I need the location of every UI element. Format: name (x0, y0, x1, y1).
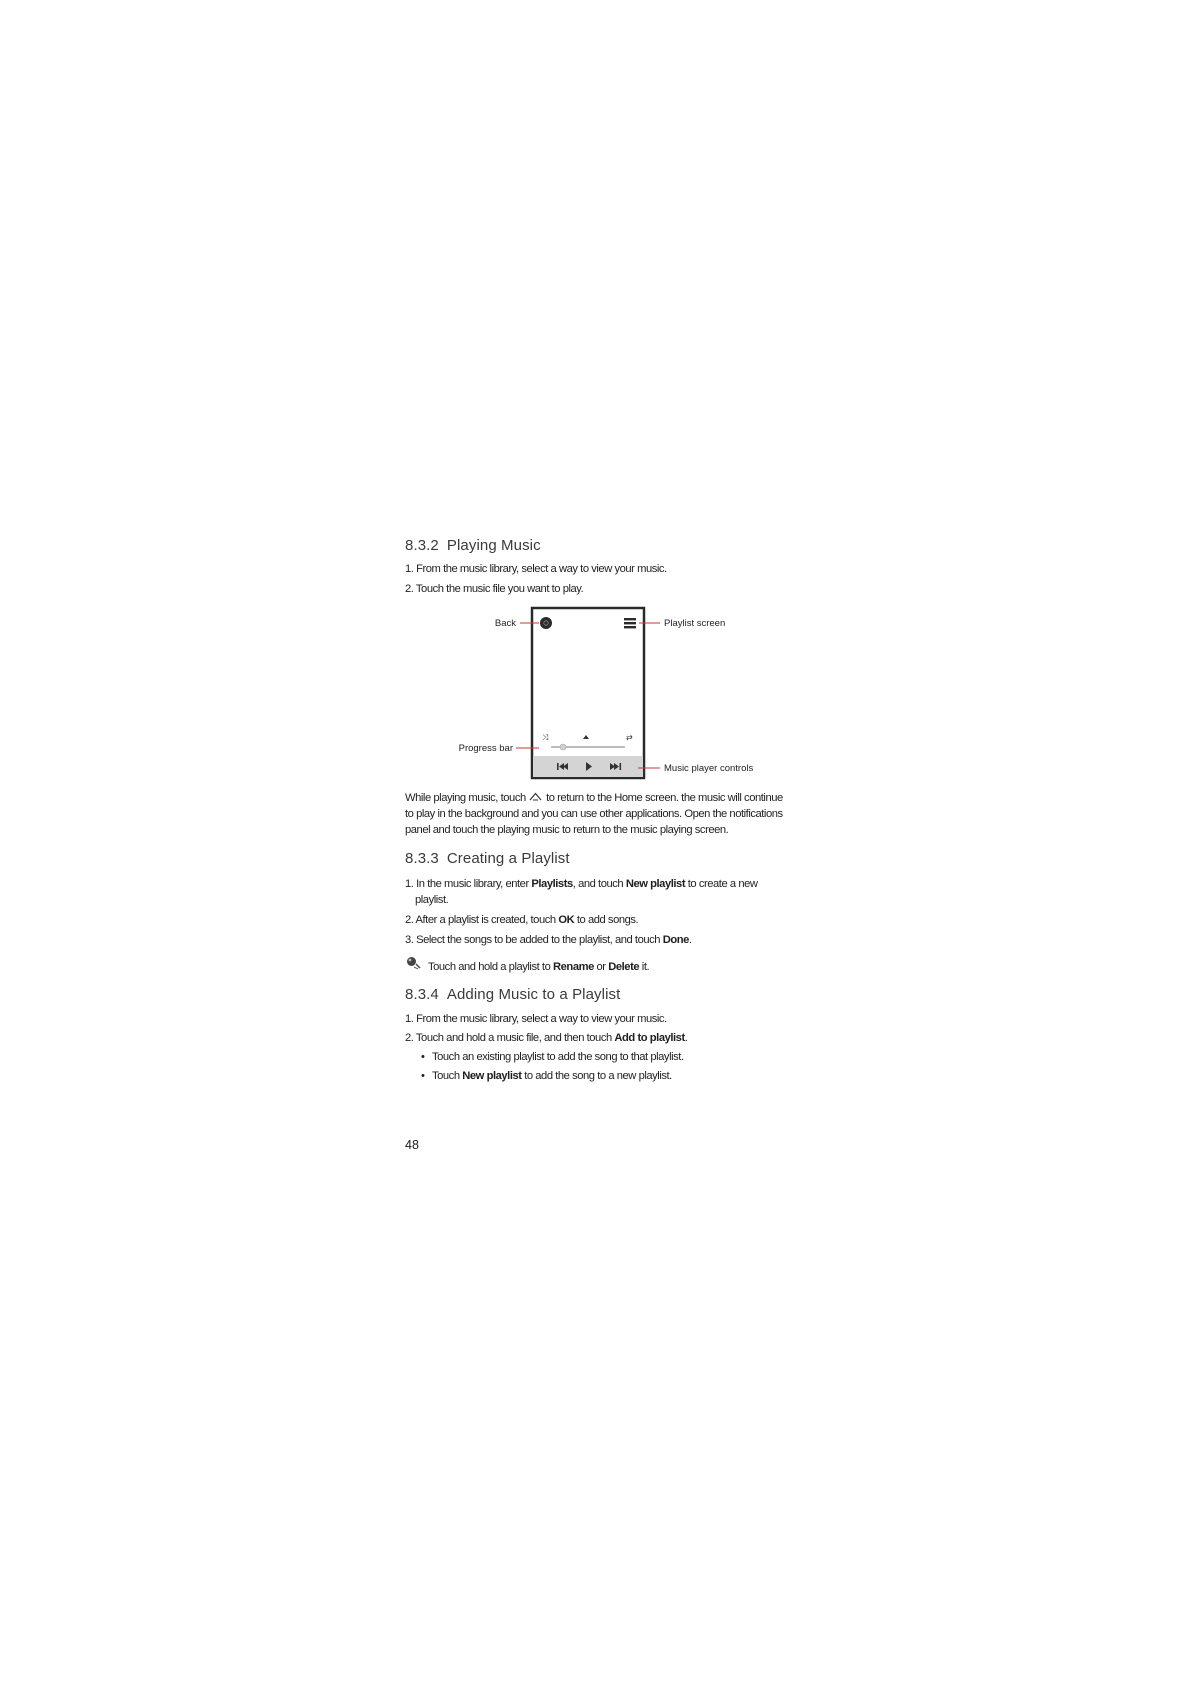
callout-back: Back (494, 618, 516, 629)
section-heading-8-3-2: 8.3.2 Playing Music (405, 537, 541, 554)
playlist-list-icon (624, 618, 636, 628)
bullet-item: • Touch New playlist to add the song to a new playlist. (421, 1070, 672, 1082)
callout-progress-bar: Progress bar (458, 743, 513, 754)
step-3: 3. Select the songs to be added to the playlist, and touch Done. (405, 934, 692, 946)
repeat-icon: ⇄ (626, 733, 633, 742)
page-number: 48 (405, 1138, 419, 1152)
bullet-dot: • (421, 1070, 425, 1082)
phone-screen-frame (532, 608, 644, 778)
bullet-dot: • (421, 1051, 425, 1063)
playing-music-paragraph: While playing music, touch to return to the Home screen. the music will continue to play in the background and you can use other applications. Open the notifications panel and touch the playing music to return to the music playing screen. (405, 792, 783, 836)
callout-music-player-controls: Music player controls (664, 763, 754, 774)
step-1: 1. From the music library, select a way to view your music. (405, 1013, 667, 1025)
music-player-figure (440, 605, 780, 785)
step-2: 2. Touch and hold a music file, and then touch Add to playlist. (405, 1032, 688, 1044)
home-icon (528, 791, 543, 802)
bullet-item: • Touch an existing playlist to add the song to that playlist. (421, 1051, 684, 1063)
step-1: 1. From the music library, select a way to view your music. (405, 563, 667, 575)
progress-thumb (560, 744, 566, 750)
note-icon (406, 956, 422, 970)
back-button-icon (540, 617, 552, 629)
section-heading-8-3-4: 8.3.4 Adding Music to a Playlist (405, 986, 621, 1003)
note-text: Touch and hold a playlist to Rename or Delete it. (428, 961, 650, 973)
step-2: 2. Touch the music file you want to play. (405, 583, 584, 595)
step-2: 2. After a playlist is created, touch OK to add songs. (405, 914, 639, 926)
section-heading-8-3-3: 8.3.3 Creating a Playlist (405, 850, 570, 867)
shuffle-icon: ⤨ (542, 733, 549, 742)
callout-playlist-screen: Playlist screen (664, 618, 726, 629)
step-1: 1. In the music library, enter Playlists, and touch New playlist to create a new playlist. (405, 878, 758, 906)
